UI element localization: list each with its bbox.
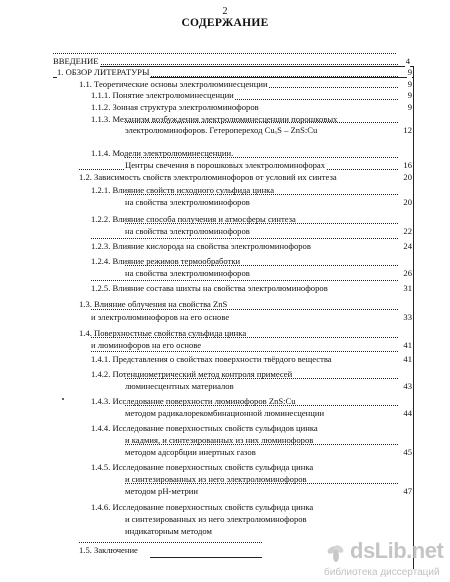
toc-entry-page: 47: [403, 486, 412, 496]
toc-entry-title: 1.4.1. Представления о свойствах поверхности твёрдого вещества: [91, 354, 332, 364]
toc-entry-title: на свойства электролюминофоров: [125, 226, 250, 236]
watermark-leaf-icon: [324, 542, 348, 564]
toc-entry-page: 33: [403, 312, 412, 322]
toc-entry-title: 1.2. Зависимость свойств электролюминофоров от условий их синтеза: [79, 172, 337, 182]
watermark-tagline: библиотека диссертаций: [324, 567, 440, 578]
table-rule: [150, 557, 262, 558]
watermark-brand: dsLib.net: [350, 538, 444, 563]
toc-entry-page: 12: [403, 125, 412, 135]
toc-entry-line: 1.2.2. Влияние способа получения и атмосферы синтеза: [91, 214, 296, 224]
toc-entry-title: 1. ОБЗОР ЛИТЕРАТУРЫ: [57, 67, 150, 77]
toc-entry-line: 1.4.2. Потенциометрический метод контроля примесей: [91, 369, 293, 379]
toc-entry-line: 1.2.4. Влияние режимов термообработки: [91, 256, 241, 266]
toc-entry-title: 1.2.3. Влияние кислорода на свойства электролюминофоров: [91, 241, 311, 251]
toc-entry-page: 9: [407, 67, 412, 77]
toc-entry-title: и люминофоров на его основе: [91, 340, 202, 350]
toc-entry-line: 1.4.3. Исследование поверхности люминофоров ZnS:Cu: [91, 396, 296, 406]
toc-entry-page: 20: [403, 172, 412, 182]
toc-entry-title: и электролюминофоров на его основе: [91, 312, 230, 322]
toc-entry-page: 22: [403, 226, 412, 236]
toc-entry-title: Центры свечения в порошковых электролюминофорах: [125, 160, 326, 170]
stray-mark: [62, 398, 64, 400]
toc-entry-title: на свойства электролюминофоров: [125, 268, 250, 278]
page-number: 2: [222, 6, 228, 17]
toc-entry-page: 43: [403, 381, 412, 391]
toc-entry-page: 41: [403, 354, 412, 364]
toc-entry-title: 1.2.5. Влияние состава шихты на свойства электролюминофоров: [91, 283, 328, 293]
toc-entry-page: 9: [407, 79, 412, 89]
toc-entry-title: 1.1.2. Зонная структура электролюминофоров: [91, 102, 259, 112]
toc-entry-line: 1.1.4. Модели электролюминесценции.: [91, 148, 234, 158]
table-rule: [413, 66, 414, 569]
toc-entry-title: методом pH-метрии: [125, 486, 199, 496]
toc-entry-page: 45: [403, 447, 412, 457]
toc-entry-page: 26: [403, 268, 412, 278]
toc-entry-line: 1.3. Влияние облучения на свойства ZnS: [79, 299, 228, 309]
toc-entry-title: ВВЕДЕНИЕ: [53, 56, 99, 66]
toc-entry-page: 9: [407, 90, 412, 100]
toc-entry-page: 20: [403, 197, 412, 207]
toc-entry-line: индикаторным методом: [125, 526, 212, 536]
toc-entry-title: методом радикалорекомбинационной люминесценции: [125, 408, 325, 418]
toc-entry-page: 41: [403, 340, 412, 350]
toc-entry-title: методом адсорбции инертных газов: [125, 447, 256, 457]
toc-entry-line: 1.4.5. Исследование поверхностных свойств сульфида цинка: [91, 462, 314, 472]
toc-entry-line: 1.2.1. Влияние свойств исходного сульфида цинка: [91, 185, 275, 195]
toc-entry-title: 1.1.1. Понятие электролюминесценции: [91, 90, 234, 100]
toc-entry-page: 31: [403, 283, 412, 293]
toc-entry-page: 9: [407, 102, 412, 112]
toc-entry-line: и синтезированных из него электролюминофоров: [125, 474, 307, 484]
watermark-logo: [322, 538, 450, 582]
toc-entry-title: электролюминофоров. Гетеропереход CuₓS – ZnS:Cu: [125, 125, 318, 135]
toc-heading: СОДЕРЖАНИЕ: [181, 17, 269, 29]
toc-entry-title: люминесцентных материалов: [125, 381, 234, 391]
toc-entry-line: 1.4.4. Исследование поверхностных свойств сульфидов цинка: [91, 423, 318, 433]
toc-entry-page: 16: [403, 160, 412, 170]
toc-entry-title: на свойства электролюминофоров: [125, 197, 250, 207]
toc-entry-line: и синтезированных из него электролюминофоров: [125, 514, 307, 524]
toc-entry-title: 1.5. Заключение: [79, 545, 138, 555]
toc-entry-page: 44: [403, 408, 412, 418]
toc-entry-line: 1.4. Поверхностные свойства сульфида цинка: [79, 328, 247, 338]
toc-entry-page: 4: [405, 56, 410, 66]
toc-entry-line: и кадмия, и синтезированных из них люминофоров: [125, 435, 314, 445]
toc-entry-page: 24: [403, 241, 412, 251]
toc-entry-line: 1.1.3. Механизм возбуждения электролюминесценции порошковых: [91, 114, 338, 124]
toc-entry-line: 1.4.6. Исследование поверхностных свойств сульфида цинка: [91, 502, 314, 512]
toc-entry-title: 1.1. Теоретические основы электролюминесценции: [79, 79, 268, 89]
